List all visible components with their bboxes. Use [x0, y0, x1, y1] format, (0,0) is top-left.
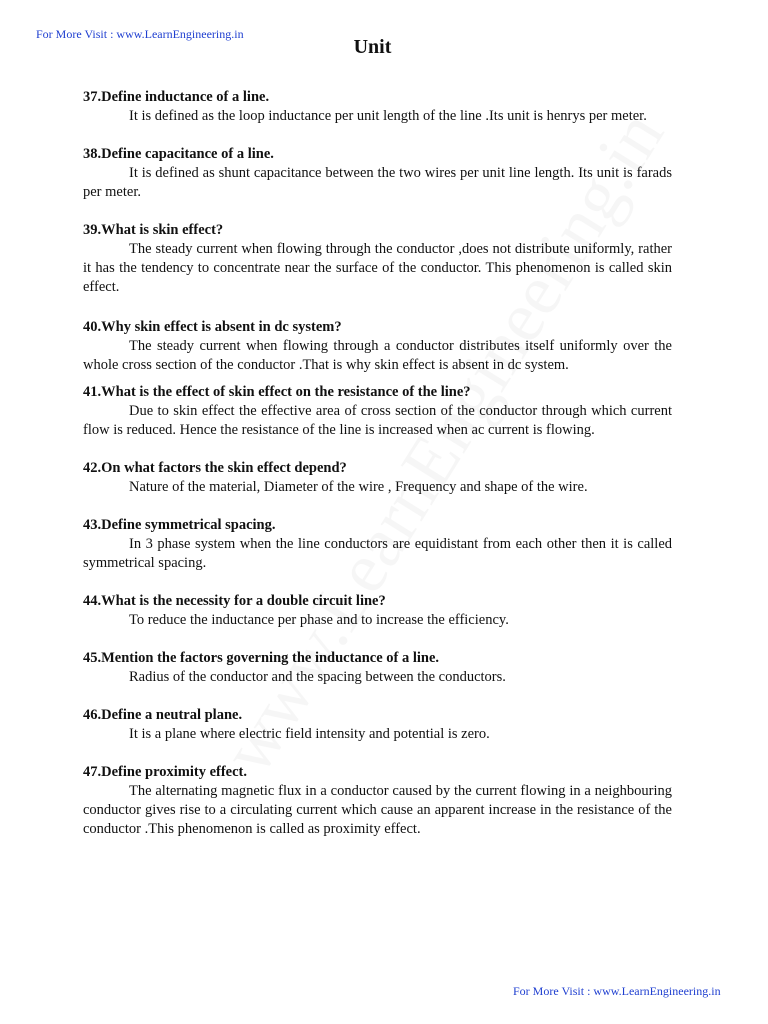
- qa-item-47: [83, 763, 672, 839]
- header-visit-link[interactable]: For More Visit : www.LearnEngineering.in: [36, 27, 244, 41]
- question-38: 38.Define capacitance of a line.: [83, 146, 274, 162]
- answer-47: The alternating magnetic flux in a conductor caused by the current flowing in a neighbouring conductor gives rise to a circulating current which cause an apparent increase in the resistance of the conductor .This phenomenon is called as proximity effect.: [83, 783, 672, 837]
- qa-item-41: [83, 383, 672, 440]
- footer-visit-link[interactable]: For More Visit : www.LearnEngineering.in: [513, 984, 721, 998]
- answer-44: To reduce the inductance per phase and to increase the efficiency.: [129, 612, 509, 628]
- qa-item-38: [83, 145, 672, 202]
- qa-item-40: [83, 318, 672, 375]
- qa-item-46: [83, 706, 672, 744]
- qa-item-37: [83, 88, 672, 126]
- qa-item-39: [83, 221, 672, 297]
- answer-40: The steady current when flowing through a conductor distributes itself uniformly over the whole cross section of the conductor .That is why skin effect is absent in dc system.: [83, 338, 672, 373]
- answer-43: In 3 phase system when the line conductors are equidistant from each other then it is called symmetrical spacing.: [83, 536, 672, 571]
- page-title: Unit: [353, 36, 392, 58]
- question-43: 43.Define symmetrical spacing.: [83, 517, 276, 533]
- qa-item-42: [83, 459, 672, 497]
- qa-item-45: [83, 649, 672, 687]
- qa-list: [83, 88, 672, 839]
- answer-42: Nature of the material, Diameter of the wire , Frequency and shape of the wire.: [129, 479, 588, 495]
- answer-37: It is defined as the loop inductance per unit length of the line .Its unit is henrys per meter.: [129, 108, 647, 124]
- answer-45: Radius of the conductor and the spacing between the conductors.: [129, 669, 506, 685]
- question-40: 40.Why skin effect is absent in dc system?: [83, 319, 342, 335]
- question-47: 47.Define proximity effect.: [83, 764, 248, 780]
- answer-39: The steady current when flowing through the conductor ,does not distribute uniformly, rather it has the tendency to concentrate near the surface of the conductor. This phenomenon is called skin effect.: [83, 241, 672, 295]
- answer-46: It is a plane where electric field intensity and potential is zero.: [129, 726, 490, 742]
- question-41: 41.What is the effect of skin effect on the resistance of the line?: [83, 384, 471, 400]
- qa-item-44: [83, 592, 672, 630]
- question-46: 46.Define a neutral plane.: [83, 707, 243, 723]
- question-44: 44.What is the necessity for a double circuit line?: [83, 593, 386, 609]
- question-45: 45.Mention the factors governing the inductance of a line.: [83, 650, 440, 666]
- answer-38: It is defined as shunt capacitance between the two wires per unit line length. Its unit is farads per meter.: [83, 165, 672, 200]
- question-37: 37.Define inductance of a line.: [83, 89, 270, 105]
- answer-41: Due to skin effect the effective area of cross section of the conductor through which current flow is reduced. Hence the resistance of the line is increased when ac current is flowing.: [83, 403, 672, 438]
- question-42: 42.On what factors the skin effect depend?: [83, 460, 347, 476]
- qa-item-43: [83, 516, 672, 573]
- question-39: 39.What is skin effect?: [83, 222, 224, 238]
